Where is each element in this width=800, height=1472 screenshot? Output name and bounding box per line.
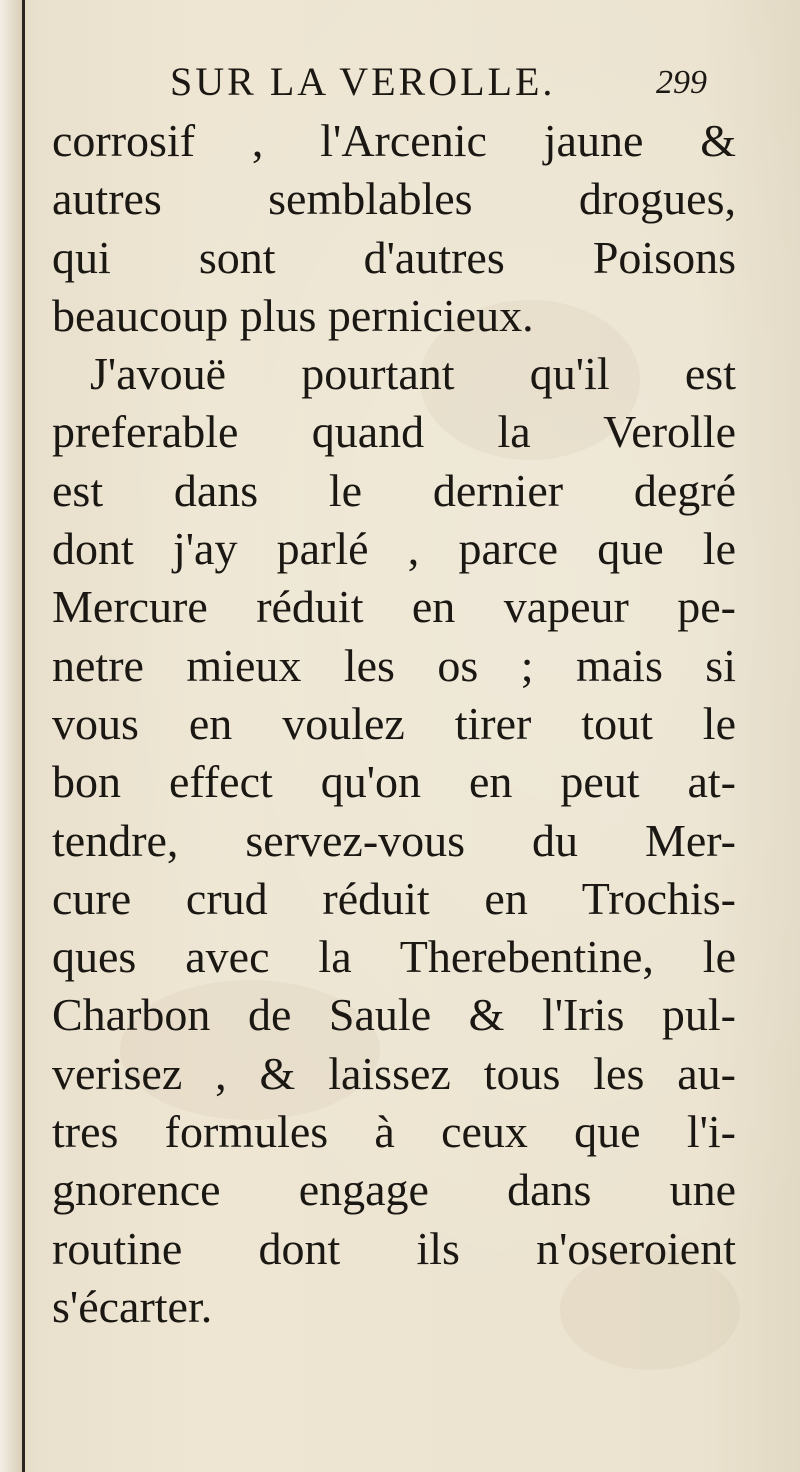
text-line: cure crud réduit en Trochis- xyxy=(52,872,736,924)
page-number: 299 xyxy=(656,64,707,101)
text-line: preferable quand la Verolle xyxy=(52,406,736,458)
body-text xyxy=(52,112,736,1336)
text-line: tres formules à ceux que l'i- xyxy=(52,1106,736,1158)
text-line: bon effect qu'on en peut at- xyxy=(52,756,736,808)
running-title: SUR LA VEROLLE. xyxy=(170,59,556,104)
text-line: Charbon de Saule & l'Iris pul- xyxy=(52,989,736,1041)
text-line: beaucoup plus pernicieux. xyxy=(52,289,534,341)
paragraph-start-line: J'avouë pourtant qu'il est xyxy=(90,348,736,400)
text-line: corrosif , l'Arcenic jaune & xyxy=(52,115,736,166)
text-line: netre mieux les os ; mais si xyxy=(52,639,736,691)
binding-gutter xyxy=(0,0,22,1472)
text-line: qui sont d'autres Poisons xyxy=(52,231,736,283)
text-line: vous en voulez tirer tout le xyxy=(52,697,736,749)
text-line: routine dont ils n'oseroient xyxy=(52,1222,736,1274)
text-line: gnorence engage dans une xyxy=(52,1164,736,1216)
text-line: tendre, servez-vous du Mer- xyxy=(52,814,736,866)
text-line: s'écarter. xyxy=(52,1280,213,1332)
text-line: Mercure réduit en vapeur pe- xyxy=(52,581,736,633)
text-line: ques avec la Therebentine, le xyxy=(52,931,736,983)
text-line: verisez , & laissez tous les au- xyxy=(52,1047,736,1099)
text-line: dont j'ay parlé , parce que le xyxy=(52,523,736,575)
text-line: est dans le dernier degré xyxy=(52,464,736,516)
page-edge-line xyxy=(22,0,25,1472)
text-line: autres semblables drogues, xyxy=(52,173,736,225)
